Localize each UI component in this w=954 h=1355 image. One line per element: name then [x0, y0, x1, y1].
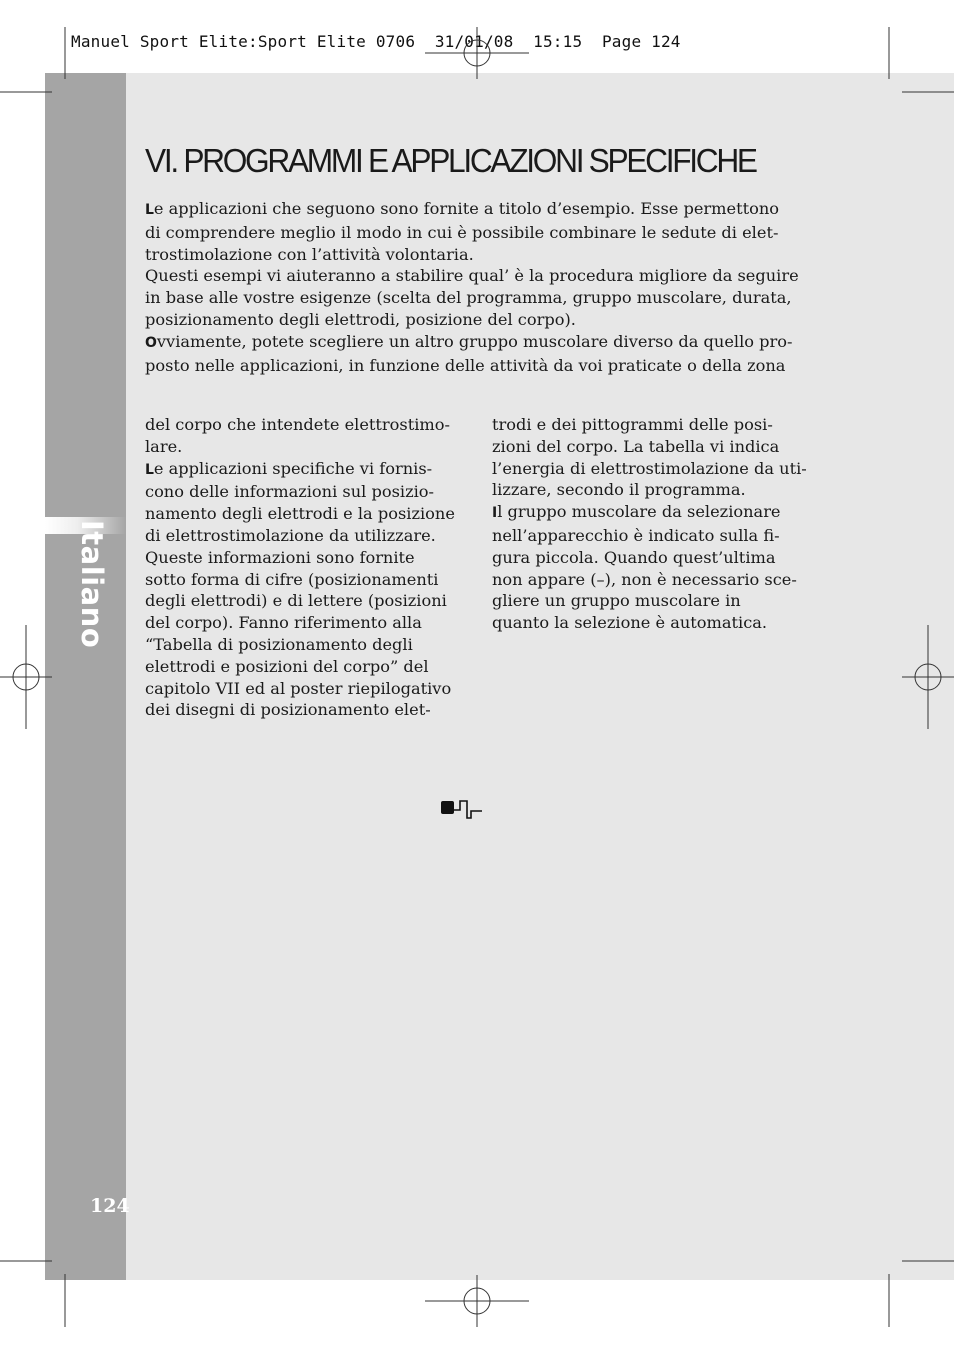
intro-text	[145, 198, 809, 376]
column-line: gliere un gruppo muscolare in	[492, 591, 741, 611]
language-label: Italiano	[75, 520, 109, 649]
intro-line: trostimolazione con l’attività volontaria.	[145, 244, 474, 264]
intro-line: Le applicazioni che seguono sono fornite a titolo d’esempio. Esse permettono	[145, 199, 780, 218]
column-line: Il gruppo muscolare da selezionare	[492, 502, 781, 522]
intro-line: posizionamento degli elettrodi, posizione del corpo).	[145, 309, 576, 329]
sidebar-band	[45, 73, 126, 1280]
drop-cap: L	[145, 202, 154, 218]
column-line: elettrodi e posizioni del corpo” del	[145, 656, 429, 676]
column-line: del corpo). Fanno riferimento alla	[145, 613, 422, 633]
column-line: sotto forma di cifre (posizionamenti	[145, 569, 439, 589]
intro-line: Questi esempi vi aiuteranno a stabilire qual’ è la procedura migliore da seguire	[145, 266, 799, 286]
right-column	[492, 414, 810, 634]
printer-slug-line: Manuel Sport Elite:Sport Elite 0706 31/01/08 15:15 Page 124	[71, 32, 681, 51]
column-line: di elettrostimolazione da utilizzare.	[145, 525, 436, 545]
column-line: lizzare, secondo il programma.	[492, 480, 746, 500]
column-line: del corpo che intendete elettrostimo-	[145, 415, 450, 434]
page-number: 124	[90, 1195, 130, 1217]
column-line: gura piccola. Quando quest’ultima	[492, 547, 776, 567]
column-line: quanto la selezione è automatica.	[492, 613, 768, 633]
intro-line: Ovviamente, potete scegliere un altro gruppo muscolare diverso da quello pro-	[145, 331, 793, 351]
column-line: lare.	[145, 436, 183, 456]
column-line: zioni del corpo. La tabella vi indica	[492, 436, 780, 456]
intro-line: posto nelle applicazioni, in funzione delle attività da voi praticate o della zona	[145, 355, 786, 375]
column-line: Le applicazioni specifiche vi fornis-	[145, 458, 433, 478]
column-line: dei disegni di posizionamento elet-	[145, 700, 431, 720]
column-line: nell’apparecchio è indicato sulla fi-	[492, 525, 780, 545]
pulse-logo-icon	[440, 797, 484, 821]
left-column	[145, 414, 463, 721]
column-line: l’energia di elettrostimolazione da uti-	[492, 458, 807, 478]
intro-line: in base alle vostre esigenze (scelta del programma, gruppo muscolare, durata,	[145, 288, 792, 308]
drop-cap: L	[145, 461, 154, 478]
drop-cap: O	[145, 334, 157, 351]
column-line: degli elettrodi) e di lettere (posizioni	[145, 591, 447, 611]
column-line: cono delle informazioni sul posizio-	[145, 482, 434, 502]
column-line: namento degli elettrodi e la posizione	[145, 504, 455, 524]
column-line: Queste informazioni sono fornite	[145, 547, 415, 567]
column-line: non appare (–), non è necessario sce-	[492, 569, 797, 589]
drop-cap: I	[492, 505, 498, 522]
column-line: trodi e dei pittogrammi delle posi-	[492, 415, 773, 434]
registration-mark-bottom	[425, 1275, 529, 1327]
intro-line: di comprendere meglio il modo in cui è possibile combinare le sedute di elet-	[145, 222, 779, 242]
column-line: capitolo VII ed al poster riepilogativo	[145, 678, 452, 698]
section-title: VI. PROGRAMMI E APPLICAZIONI SPECIFICHE	[145, 142, 756, 179]
column-line: “Tabella di posizionamento degli	[145, 634, 413, 654]
